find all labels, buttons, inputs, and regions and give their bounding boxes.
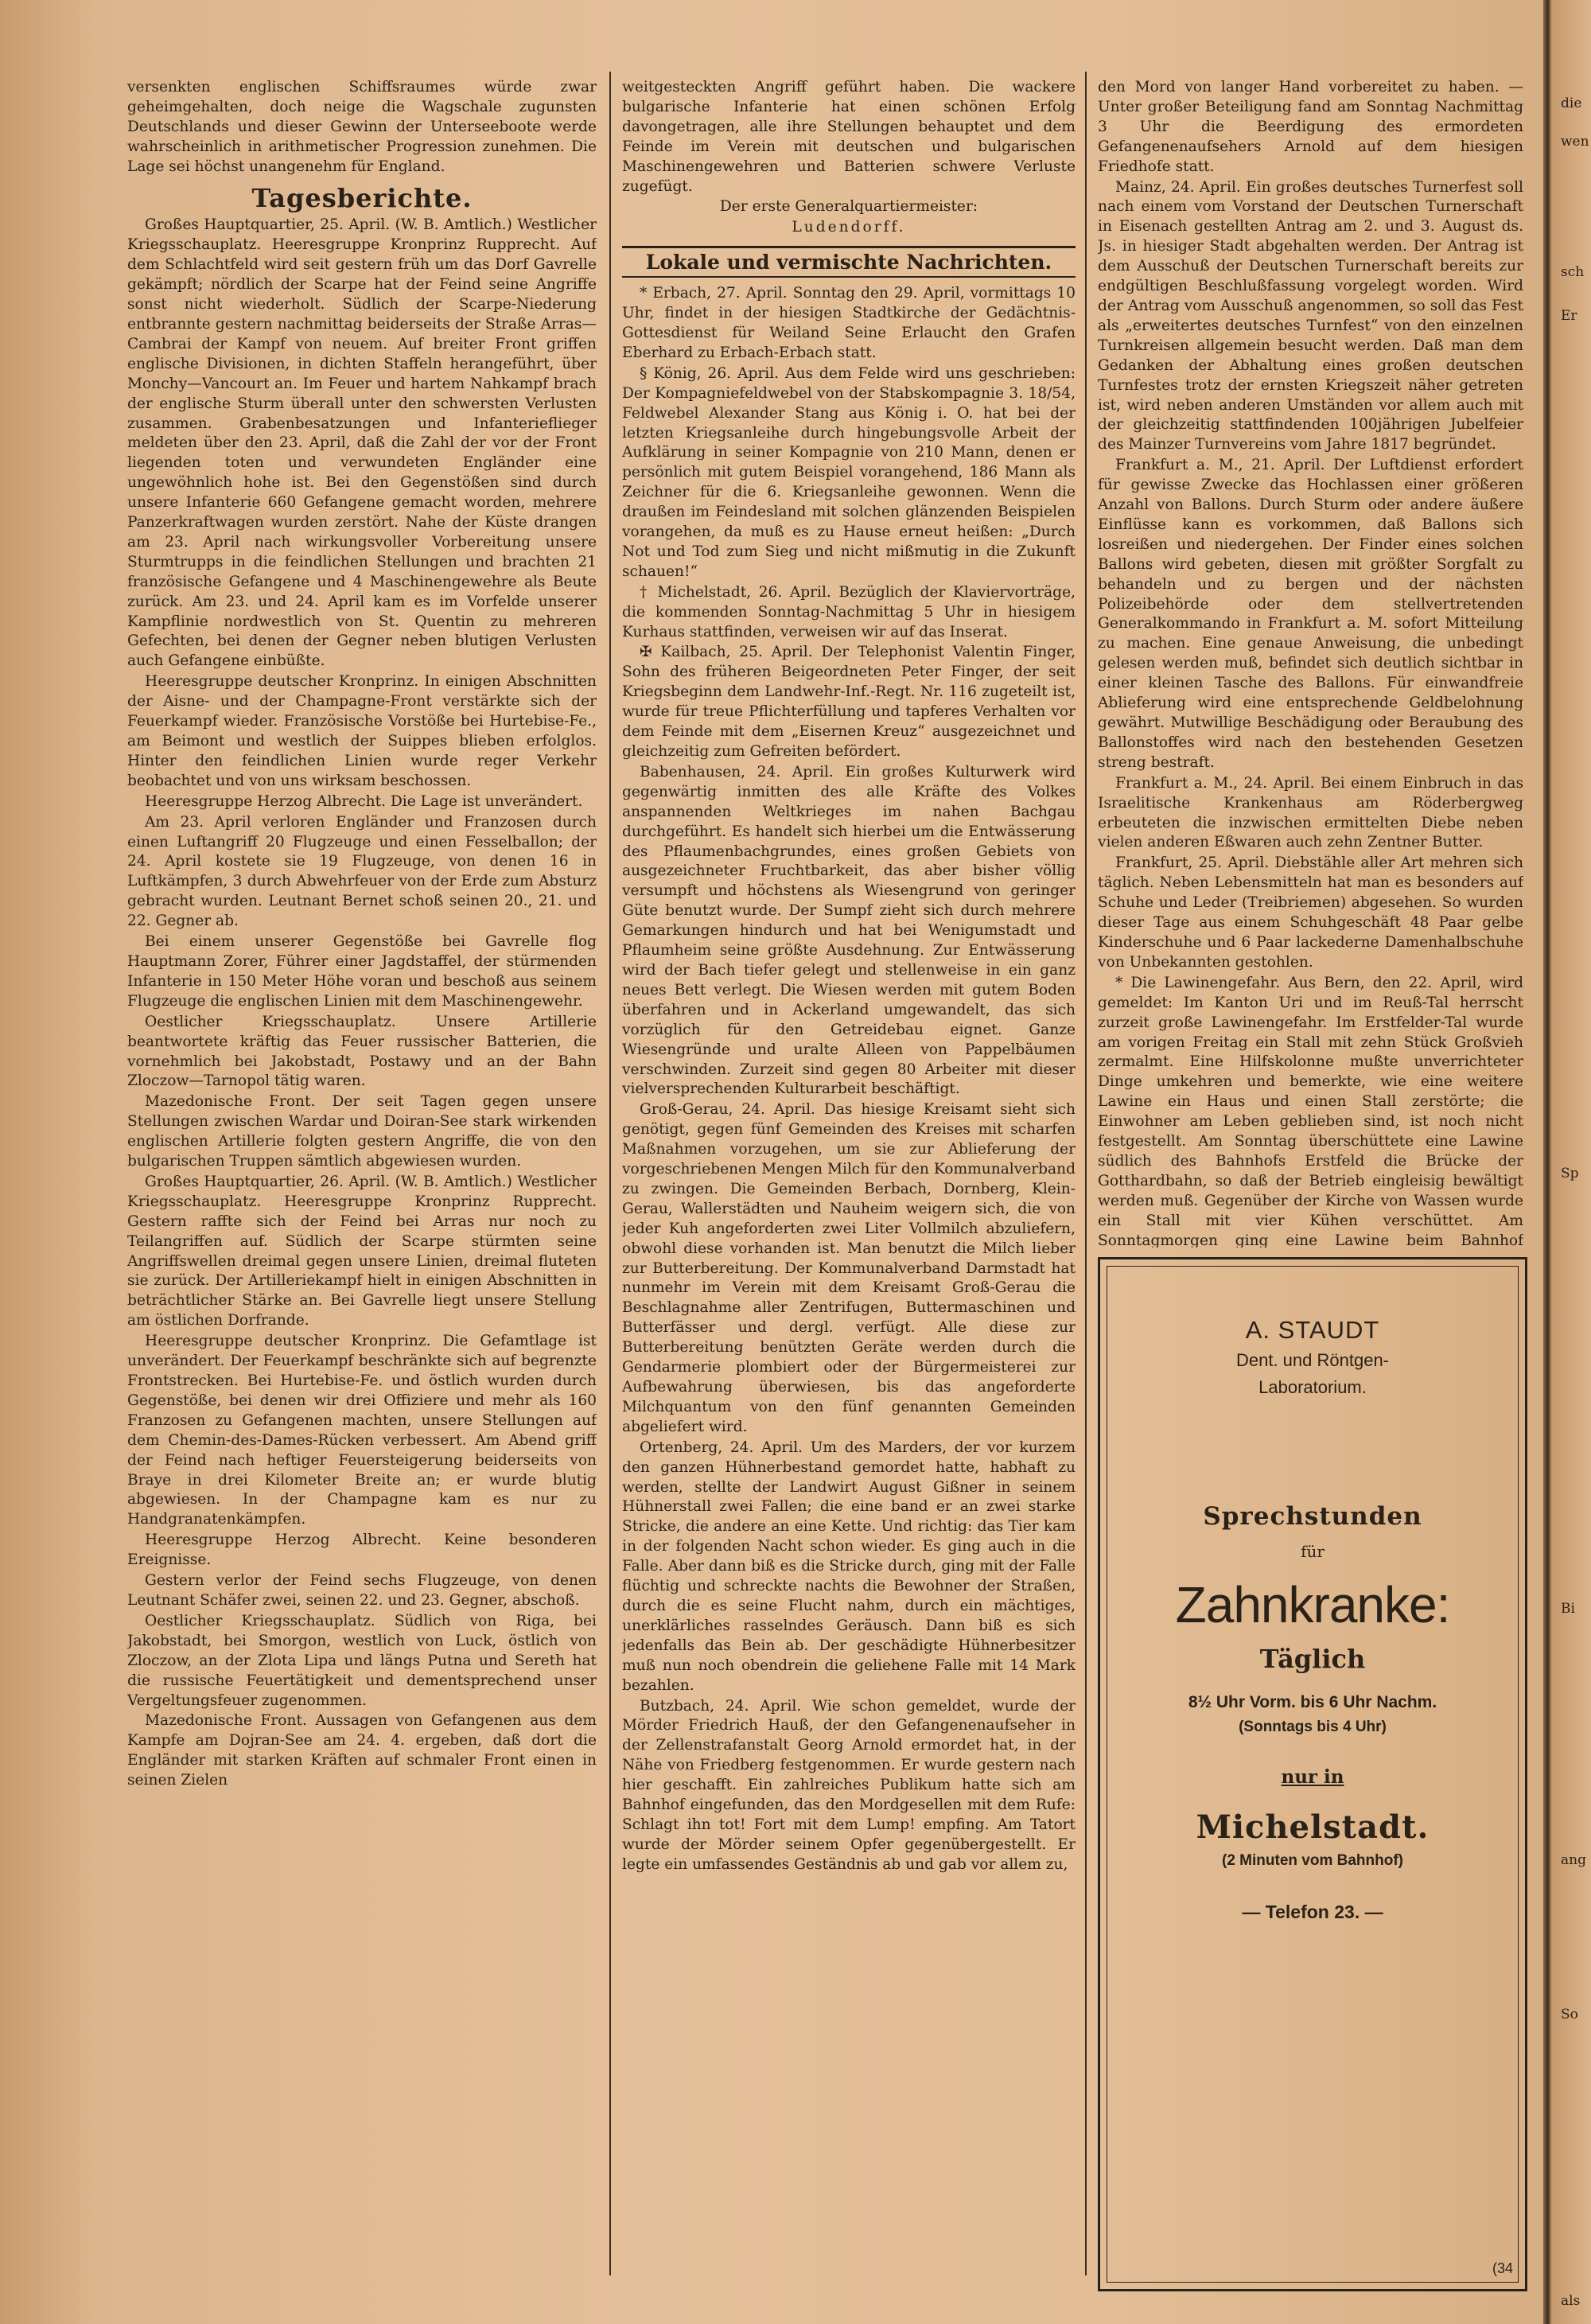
news-item: Frankfurt a. M., 24. April. Bei einem Einbruch in das Israelitische Krankenhaus am Röderbergweg erbeuteten die inzwischen ermittelten Diebe neben vielen anderen Eßwaren auch zehn Zentner Butter. [1098,774,1523,851]
ad-company-name: A. STAUDT [1245,1316,1380,1344]
news-item: Frankfurt, 25. April. Diebstähle aller Art mehren sich täglich. Neben Lebensmitteln hat man es besonders auf Schuhe und Leder (Treibriemen) abgesehen. So wurden dieser Tage aus einem Schuhgeschäft 48 Paar gelbe Kinderschuhe und 6 Paar lackederne Damenhalbschuhe von Unbekannten gestohlen. [1098,854,1523,971]
column-1 [127,78,597,2258]
news-item: † Michelstadt, 26. April. Bezüglich der Klaviervorträge, die kommenden Sonntag-Nachmittag 5 Uhr in hiesigem Kurhaus stattfinden, verweisen wir auf das Inserat. [622,583,1076,640]
ad-telephone: — Telefon 23. — [1242,1902,1383,1922]
signature-title: Der erste Generalquartiermeister: [719,198,978,216]
edge-fragment: Er [1561,308,1577,324]
edge-fragment: Bi [1561,1601,1575,1617]
report-paragraph: Heeresgruppe deutscher Kronprinz. Die Gefamtlage ist unverändert. Der Feuerkampf beschränkte sich auf begrenzte Frontstrecken. Bei Hurtebise-Fe. und östlich wurden durch Gegenstöße, bei denen wir drei Offiziere und mehr als 160 Franzosen zu Gefangenen machten, unsere Stellungen auf dem Chemin-des-Dames-Rücken verbessert. Am Abend griff der Feind nach heftiger Feuersteigerung beiderseits von Braye in drei Kilometer Breite an; er wurde blutig abgewiesen. In der Champagne kam es nur zu Handgranatenkämpfen. [127,1333,597,1528]
edge-fragment: die [1561,95,1582,111]
report-paragraph: Großes Hauptquartier, 25. April. (W. B. Amtlich.) Westlicher Kriegsschauplatz. Heeresgruppe Kronprinz Rupprecht. Auf dem Schlachtfeld wird seit gestern früh um das Dorf Gavrelle gekämpft; nördlich der Scarpe hat der Feind seine Angriffe sonst nicht wiederholt. Südlich der Scarpe-Niederung entbrannte gestern nachmittag beiderseits der Straße Arras—Cambrai der Kampf von neuem. Auf breiter Front griffen englische Divisionen, in dichten Staffeln herangeführt, über Monchy—Vancourt an. Im Feuer und hartem Nahkampf brach der englische Sturm überall unter den schwersten Verlusten zusammen. Grabenbesatzungen und Infanterieflieger meldeten über den 23. April, daß die Zahl der vor der Front liegenden toten und verwundeten Engländer eine ungewöhnlich hohe ist. Bei den Gegenstößen sind durch unsere Infanterie 660 Gefangene gemacht worden, mehrere Panzerkraftwagen wurden zerstört. Nahe der Küste drangen am 23. April nach wirkungsvoller Vorbereitung unsere Sturmtrupps in die feindlichen Stellungen und brachten 21 französische Gefangene und 4 Maschinengewehre als Beute zurück. Am 23. und 24. April kam es im Vorfelde unserer Kampflinie nordwestlich von St. Quentin zu mehreren Gefechten, bei denen der Gegner neben blutigen Verlusten auch Gefangene einbüßte. [127,216,597,670]
ad-zahnkranke: Zahnkranke: [1175,1576,1450,1633]
advertisement-frame [1107,1266,1519,2283]
ad-sprechstunden: Sprechstunden [1203,1502,1422,1531]
edge-fragment: sch [1561,264,1585,280]
ad-number: (34 [1492,2260,1513,2276]
column-rule [1085,72,1087,2275]
column-rule [609,72,611,2275]
news-item: Ortenberg, 24. April. Um des Marders, der vor kurzem den ganzen Hühnerbestand gemordet hatte, habhaft zu werden, stellte der Landwirt August Gißner in seinem Hühnerstall zwei Fallen; die eine band er an zwei starke Stricke, die andere an eine Kette. Und richtig: das Tier kam in der folgenden Nacht schon wieder. Es ging auch in die Falle. Aber dann biß es die Stricke durch, ging mit der Falle flüchtig und schreckte nachts die Bewohner der Straßen, durch die es seine Flucht nahm, durch ein mächtiges, unerklärliches rasselndes Geräusch. Dann biß es sich jedenfalls das Bein ab. Der geschädigte Hühnerbesitzer muß nun noch obendrein die geliehene Falle mit 14 Mark bezahlen. [622,1438,1076,1694]
ad-hours: 8½ Uhr Vorm. bis 6 Uhr Nachm. [1188,1693,1437,1711]
news-item: Frankfurt a. M., 21. April. Der Luftdienst erfordert für gewisse Zwecke das Hochlassen einer größeren Anzahl von Ballons. Durch Sturm oder andere äußere Einflüsse kann es vorkommen, daß Ballons sich losreißen und niedergehen. Der Finder eines solchen Ballons wird gebeten, diesen mit größter Sorgfalt zu behandeln und zu bergen und der nächsten Polizeibehörde oder dem stellvertretenden Generalkommando in Frankfurt a. M. sofort Mitteilung zu machen. Eine genaue Anweisung, die unbedingt gelesen werden muß, befindet sich deutlich sichtbar in einer kleinen Tasche des Ballons. Für einwandfreie Ablieferung wird eine entsprechende Geldbelohnung gewährt. Mutwillige Beschädigung oder Beraubung des Ballonstoffes wird nach den bestehenden Gesetzen streng bestraft. [1098,457,1523,771]
report-paragraph: Am 23. April verloren Engländer und Franzosen durch einen Luftangriff 20 Flugzeuge und einen Fesselballon; der 24. April kostete sie 19 Flugzeuge, von denen 16 in Luftkämpfen, 3 durch Abwehrfeuer von der Erde zum Absturz gebracht wurden. Leutnant Bernet schoß seinen 20., 21. und 22. Gegner ab. [127,813,597,930]
column-3 [1098,78,1523,1248]
report-paragraph: Mazedonische Front. Aussagen von Gefangenen aus dem Kampfe am Dojran-See am 24. 4. ergeben, daß dort die Engländer mit starken Kräften auf schmaler Front einen in seinen Zielen [127,1712,597,1789]
ad-nur-in: nur in [1281,1766,1344,1788]
report-paragraph: Bei einem unserer Gegenstöße bei Gavrelle flog Hauptmann Zorer, Führer einer Jagdstaffel, der stürmenden Infanterie in 150 Meter Höhe voran und beschoß aus seinem Flugzeuge die englischen Linien mit dem Maschinengewehr. [127,933,597,1010]
ad-sunday-hours: (Sonntags bis 4 Uhr) [1239,1719,1387,1735]
column-2 [622,78,1076,2258]
section-headline-lokales: Lokale und vermischte Nachrichten. [622,246,1076,278]
report-paragraph: Heeresgruppe Herzog Albrecht. Die Lage ist unverändert. [145,792,583,810]
ad-location: Michelstadt. [1196,1808,1430,1846]
advertisement-staudt [1098,1257,1527,2291]
report-paragraph: Oestlicher Kriegsschauplatz. Unsere Artillerie beantwortete kräftig das Feuer russischer Batterien, die vornehmlich bei Jakobstadt, Postawy und an der Bahn Zloczow—Tarnopol tätig waren. [127,1013,597,1090]
edge-fragment: wen [1561,134,1589,150]
article-continuation: versenkten englischen Schiffsraumes würde zwar geheimgehalten, doch neige die Wagschale zugunsten Deutschlands und dieser Gewinn der Unterseeboote werde wahrscheinlich in arithmetischer Progression zunehmen. Die Lage sei höchst unangenehm für England. [127,79,597,175]
news-item: Groß-Gerau, 24. April. Das hiesige Kreisamt sieht sich genötigt, gegen fünf Gemeinden des Kreises mit scharfen Maßnahmen vorzugehen, um sie zur Ablieferung der vorgeschriebenen Mengen Milch für den Kommunalverband zu zwingen. Die Gemeinden Berbach, Dornberg, Klein-Gerau, Wallerstädten und Nauheim weigern sich, die von jeder Kuh angeforderten zwei Liter Vollmilch abzuliefern, obwohl diese vorhanden ist. Man benutzt die Milch lieber zur Butterbereitung. Der Kommunalverband Darmstadt hat nunmehr im Verein mit dem Kreisamt Groß-Gerau die Beschlagnahme aller Zentrifugen, Buttermaschinen und Butterfässer und dergl. verfügt. Alle diese zur Butterbereitung benützten Geräte werden durch die Gendarmerie plombiert oder der Bürgermeisterei zur Aufbewahrung überwiesen, bis das angeforderte Milchquantum von den fünf genannten Gemeinden abgeliefert wird. [622,1101,1076,1435]
news-item: ✠ Kailbach, 25. April. Der Telephonist Valentin Finger, Sohn des früheren Beigeordneten Peter Finger, der seit Kriegsbeginn dem Landwehr-Inf.-Regt. Nr. 116 zugeteilt ist, wurde für treue Pflichterfüllung und tapferes Verhalten vor dem Feinde mit dem „Eisernen Kreuz“ ausgezeichnet und gleichzeitig zum Gefreiten befördert. [622,644,1076,760]
edge-fragment: ang [1561,1852,1586,1868]
news-item: § König, 26. April. Aus dem Felde wird uns geschrieben: Der Kompagniefeldwebel von der Stabskompagnie 3. 18/54, Feldwebel Alexander Stang aus König i. O. hat bei der letzten Kriegsanleihe durch hingebungsvolle Arbeit der Aufklärung in seiner Kompagnie von 210 Mann, denen er persönlich mit gutem Beispiel vorangehend, 186 Mann als Zeichner für die 6. Kriegsanleihe gewonnen. Wenn die draußen im Feindesland mit solchen glänzenden Beispielen vorangehen, da muß es zu Hause erneut heißen: „Durch Not und Tod zum Sieg und nicht mißmutig in die Zukunft schauen!“ [622,364,1076,580]
report-paragraph: Mazedonische Front. Der seit Tagen gegen unsere Stellungen zwischen Wardar und Doiran-See stark wirkenden englischen Artillerie folgten gestern Angriffe, die von den bulgarischen Truppen sämtlich abgewiesen wurden. [127,1093,597,1170]
ad-fuer: für [1301,1542,1325,1561]
report-paragraph: Heeresgruppe Herzog Albrecht. Keine besonderen Ereignisse. [127,1532,597,1569]
article-continuation: weitgesteckten Angriff geführt haben. Die wackere bulgarische Infanterie hat einen schönen Erfolg davongetragen, alle ihre Stellungen behauptet und dem Feinde im Verein mit deutschen und bulgarischen Maschinengewehren und Batterien schwere Verluste zugefügt. [622,79,1076,195]
ad-distance: (2 Minuten vom Bahnhof) [1222,1852,1403,1869]
report-paragraph: Oestlicher Kriegsschauplatz. Südlich von Riga, bei Jakobstadt, bei Smorgon, westlich von Luck, östlich von Zloczow, an der Zlota Lipa und längs Putna und Sereth hat die russische Feuertätigkeit und dementsprechend unser Vergeltungsfeuer zugenommen. [127,1612,597,1709]
news-item: * Die Lawinengefahr. Aus Bern, den 22. April, wird gemeldet: Im Kanton Uri und im Reuß-Tal herrscht zurzeit große Lawinengefahr. Im Erstfelder-Tal wurde am vorigen Freitag ein Stall mit zehn Stück Großvieh zermalmt. Eine Hilfskolonne mußte unverrichteter Dinge umkehren und bemerkte, wie eine weitere Lawine ein Haus und einen Stall zerstörte; die Einwohner am Leben geblieben sind, ist noch nicht festgestellt. Am Sonntag überschüttete eine Lawine südlich des Bahnhofs Erstfeld die Brücke der Gotthardbahn, so daß der Betrieb eingleisig bewältigt werden muß. Gegenüber der Kirche von Wassen wurde ein Stall mit vier Kühen verschüttet. Am Sonntagmorgen ging eine Lawine beim Bahnhof [1098,974,1523,1248]
edge-fragment: als [1561,2293,1581,2309]
edge-fragment: So [1561,2007,1578,2022]
section-headline-tagesberichte: Tagesberichte. [251,182,473,213]
news-item: Babenhausen, 24. April. Ein großes Kulturwerk wird gegenwärtig inmitten des alle Kräfte des Volkes anspannenden Weltkrieges im nahen Bachgau durchgeführt. Es handelt sich hierbei um die Entwässerung des Pflaumenbachgrundes, eines großen Gebiets von ausgezeichneter Fruchtbarkeit, das aber bisher völlig versumpft und höchstens als Wiesengrund von geringer Güte benutzt wurde. Der Sumpf zieht sich durch mehrere Gemarkungen hindurch und hat bei Wenigumstadt und Pflaumheim seine größte Ausdehnung. Zur Entwässerung wird der Bach tiefer gelegt und stellenweise in ein ganz neues Bett verlegt. Die Wiesen werden mit gutem Boden überfahren und in Ackerland umgewandelt, das sich vorzüglich für den Getreidebau eignet. Ganze Wiesengründe und uralte Alleen von Pappelbäumen verschwinden. Zurzeit sind gegen 80 Arbeiter mit dieser vielversprechenden Kulturarbeit beschäftigt. [622,763,1076,1098]
news-item: Butzbach, 24. April. Wie schon gemeldet, wurde der Mörder Friedrich Hauß, der den Gefangenenaufseher in der Zellenstrafanstalt Georg Arnold ermordet hat, in der Nähe von Friedberg festgenommen. Er wurde gestern nach hier geschafft. Ein zahlreiches Publikum hatte sich am Bahnhof eingefunden, das den Mordgesellen mit dem Rufe: Schlagt ihn tot! Fort mit dem Lump! empfing. Am Tatort wurde der Mörder seinem Opfer gegenübergestellt. Er legte ein umfassendes Geständnis ab und gab vor allem zu, [622,1697,1076,1873]
signature-name: Ludendorff. [792,219,906,236]
ad-taeglich: Täglich [1259,1644,1366,1674]
news-item: Mainz, 24. April. Ein großes deutsches Turnerfest soll nach einem vom Vorstand der Deutschen Turnerschaft in Eisenach gestellten Antrag am 2. und 3. August ds. Js. in hiesiger Stadt abgehalten werden. Der Antrag ist dem Ausschuß der Deutschen Turnerschaft bereits zur endgültigen Beschlußfassung vorgelegt worden. Wird der Antrag vom Ausschuß angenommen, so soll das Fest als „erweitertes deutsches Turnfest“ von den einzelnen Turnkreisen allgemein besucht werden. Daß man dem Gedanken der Abhaltung eines großen deutschen Turnfestes trotz der ernsten Kriegszeit näher getreten ist, wird neben anderen Umständen vor allem auch mit der gleichzeitig stattfindenden 100jährigen Jubelfeier des Mainzer Turnvereins vom Jahre 1817 begründet. [1098,178,1523,454]
ad-subtitle-line1: Dent. und Röntgen- [1235,1350,1390,1370]
edge-fragment: Sp [1561,1166,1579,1181]
ad-subtitle-line2: Laboratorium. [1258,1377,1367,1397]
article-continuation: den Mord von langer Hand vorbereitet zu haben. — Unter großer Beteiligung fand am Sonntag Nachmittag 3 Uhr die Beerdigung des ermordeten Gefangenenaufsehers Arnold auf dem hiesigen Friedhofe statt. [1098,79,1523,175]
report-paragraph: Gestern verlor der Feind sechs Flugzeuge, von denen Leutnant Schäfer zwei, seinen 22. und 23. Gegner, abschoß. [127,1572,597,1609]
report-paragraph: Großes Hauptquartier, 26. April. (W. B. Amtlich.) Westlicher Kriegsschauplatz. Heeresgruppe Kronprinz Rupprecht. Gestern raffte sich der Feind bei Arras nur noch zu Teilangriffen auf. Südlich der Scarpe stürmten seine Angriffswellen dreimal gegen unsere Linien, dreimal fluteten sie zurück. Der Artilleriekampf hielt in einigen Abschnitten in beträchtlicher Stärke an. Bei Gavrelle liegt unsere Stellung am östlichen Dorfrande. [127,1173,597,1329]
news-item: * Erbach, 27. April. Sonntag den 29. April, vormittags 10 Uhr, findet in der hiesigen Stadtkirche der Gedächtnis-Gottesdienst für Weiland Seine Erlaucht den Grafen Eberhard zu Erbach-Erbach statt. [622,285,1076,361]
adjacent-page-edge [1543,0,1591,2324]
report-paragraph: Heeresgruppe deutscher Kronprinz. In einigen Abschnitten der Aisne- und der Champagne-Front verstärkte sich der Feuerkampf wieder. Französische Vorstöße bei Hurtebise-Fe., am Beimont und westlich der Suippes blieben erfolglos. Hinter den feindlichen Linien wurde reger Verkehr beobachtet und von uns wirksam beschossen. [127,673,597,789]
